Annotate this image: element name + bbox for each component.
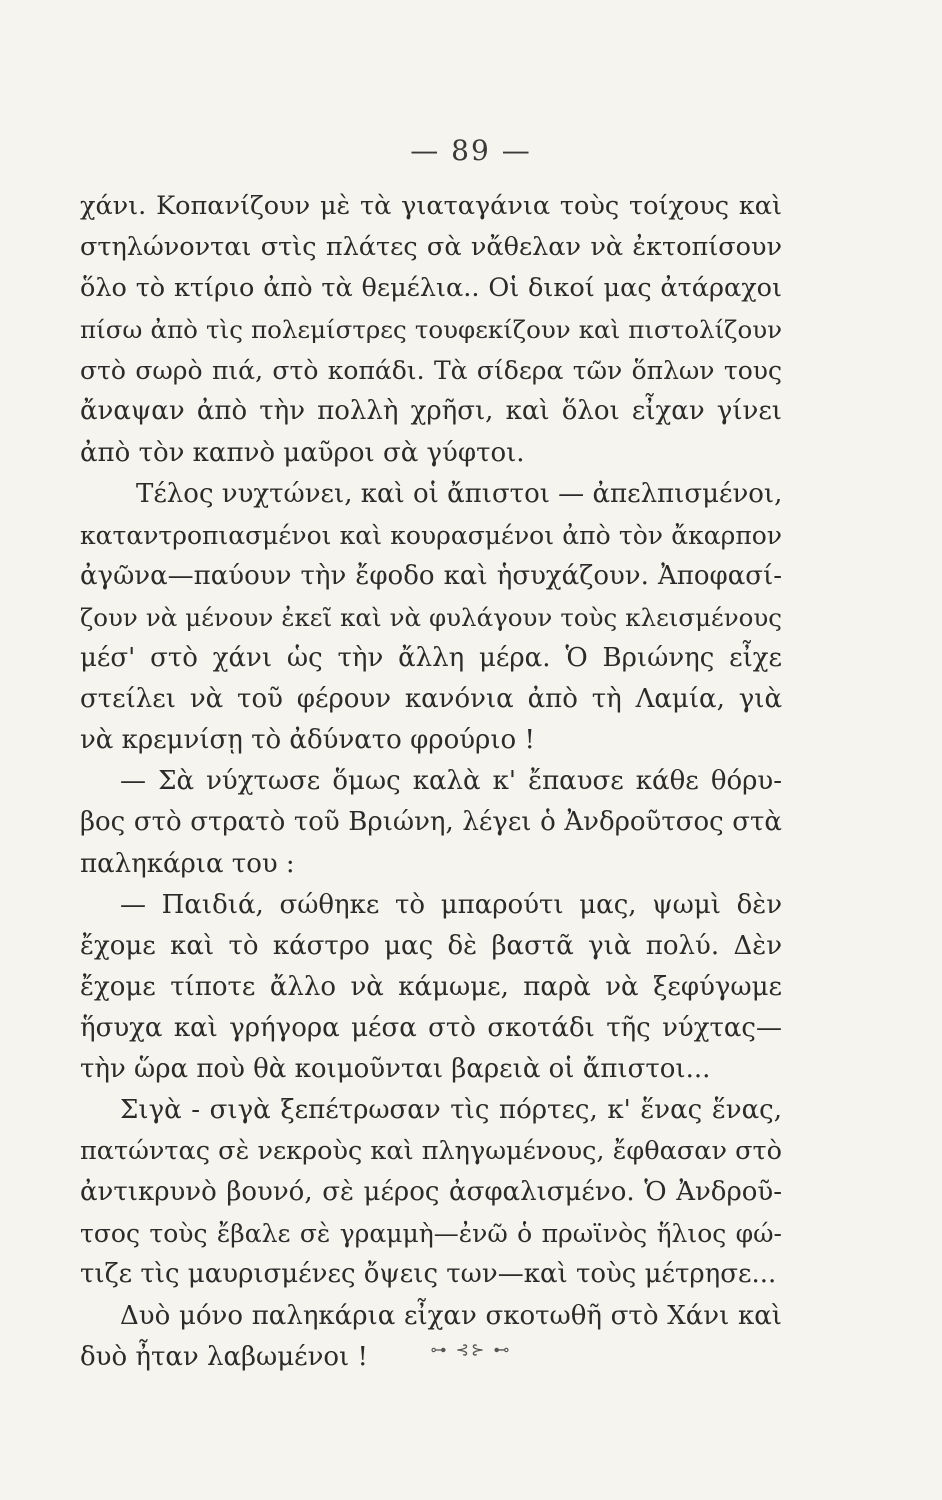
text-line: Δυὸ μόνο παληκάρια εἶχαν σκοτωθῆ στὸ Χάνι καὶ [120, 1300, 782, 1331]
text-line: τὴν ὥρα ποὺ θὰ κοιμοῦνται βαρειὰ οἱ ἄπιστοι... [80, 1053, 711, 1084]
text-line: στείλει νὰ τοῦ φέρουν κανόνια ἀπὸ τὴ Λαμία, γιὰ [80, 684, 782, 715]
text-line: ζουν νὰ μένουν ἐκεῖ καὶ νὰ φυλάγουν τοὺς κλεισμένους [80, 602, 782, 632]
text-line: πατώντας σὲ νεκροὺς καὶ πληγωμένους, ἔφθασαν στὸ [80, 1136, 782, 1167]
end-ornament: ⊶ ⊰⊱ ⊷ [430, 1340, 512, 1359]
text-line: ἀπὸ τὸν καπνὸ μαῦροι σὰ γύφτοι. [80, 437, 525, 468]
text-line: ἄναψαν ἀπὸ τὴν πολλὴ χρῆσι, καὶ ὅλοι εἶχαν γίνει [80, 396, 782, 427]
text-line: στὸ σωρὸ πιά, στὸ κοπάδι. Τὰ σίδερα τῶν ὅπλων τους [80, 356, 782, 386]
text-line: ὅλο τὸ κτίριο ἀπὸ τὰ θεμέλια.. Οἱ δικοί μας ἀτάραχοι [80, 273, 782, 304]
text-line: δυὸ ἦταν λαβωμένοι ! [80, 1341, 368, 1372]
text-line: ἀντικρυνὸ βουνό, σὲ μέρος ἀσφαλισμένο. Ὁ Ἀνδροῦ- [80, 1177, 782, 1208]
text-line: νὰ κρεμνίσῃ τὸ ἀδύνατο φρούριο ! [80, 725, 535, 756]
text-line: ἔχομε καὶ τὸ κάστρο μας δὲ βαστᾶ γιὰ πολύ. Δὲν [80, 930, 782, 961]
text-line: τσος τοὺς ἔβαλε σὲ γραμμὴ—ἐνῶ ὁ πρωϊνὸς ἥλιος φώ- [80, 1219, 782, 1249]
text-line: πίσω ἀπὸ τὶς πολεμίστρες τουφεκίζουν καὶ πιστολίζουν [80, 315, 782, 345]
text-line: καταντροπιασμένοι καὶ κουρασμένοι ἀπὸ τὸν ἄκαρπον [80, 520, 782, 550]
text-line: ἀγῶνα—παύουν τὴν ἔφοδο καὶ ἡσυχάζουν. Ἀποφασί- [80, 560, 782, 591]
text-line: — Παιδιά, σώθηκε τὸ μπαρούτι μας, ψωμὶ δὲν [120, 889, 782, 920]
text-line: Σιγὰ - σιγὰ ξεπέτρωσαν τὶς πόρτες, κ' ἕνας ἕνας, [120, 1095, 782, 1126]
text-line: Τέλος νυχτώνει, καὶ οἱ ἄπιστοι — ἀπελπισμένοι, [136, 478, 783, 509]
page-number: — 89 — [410, 134, 532, 167]
text-line: ἥσυχα καὶ γρήγορα μέσα στὸ σκοτάδι τῆς νύχτας— [80, 1012, 782, 1043]
body-text [80, 186, 782, 1378]
text-line: ἔχομε τίποτε ἄλλο νὰ κάμωμε, παρὰ νὰ ξεφύγωμε [80, 971, 782, 1002]
text-line: παληκάρια του : [80, 848, 295, 879]
text-line: — Σὰ νύχτωσε ὅμως καλὰ κ' ἔπαυσε κάθε θόρυ- [120, 766, 782, 797]
text-line: χάνι. Κοπανίζουν μὲ τὰ γιαταγάνια τοὺς τοίχους καὶ [80, 191, 782, 221]
text-line: στηλώνονται στὶς πλάτες σὰ νἄθελαν νὰ ἐκτοπίσουν [80, 232, 782, 263]
text-line: μέσ' στὸ χάνι ὡς τὴν ἄλλη μέρα. Ὁ Βριώνης εἶχε [80, 643, 782, 674]
text-line: βος στὸ στρατὸ τοῦ Βριώνη, λέγει ὁ Ἀνδροῦτσος στὰ [80, 807, 782, 838]
text-line: τιζε τὶς μαυρισμένες ὄψεις των—καὶ τοὺς μέτρησε... [80, 1259, 777, 1290]
